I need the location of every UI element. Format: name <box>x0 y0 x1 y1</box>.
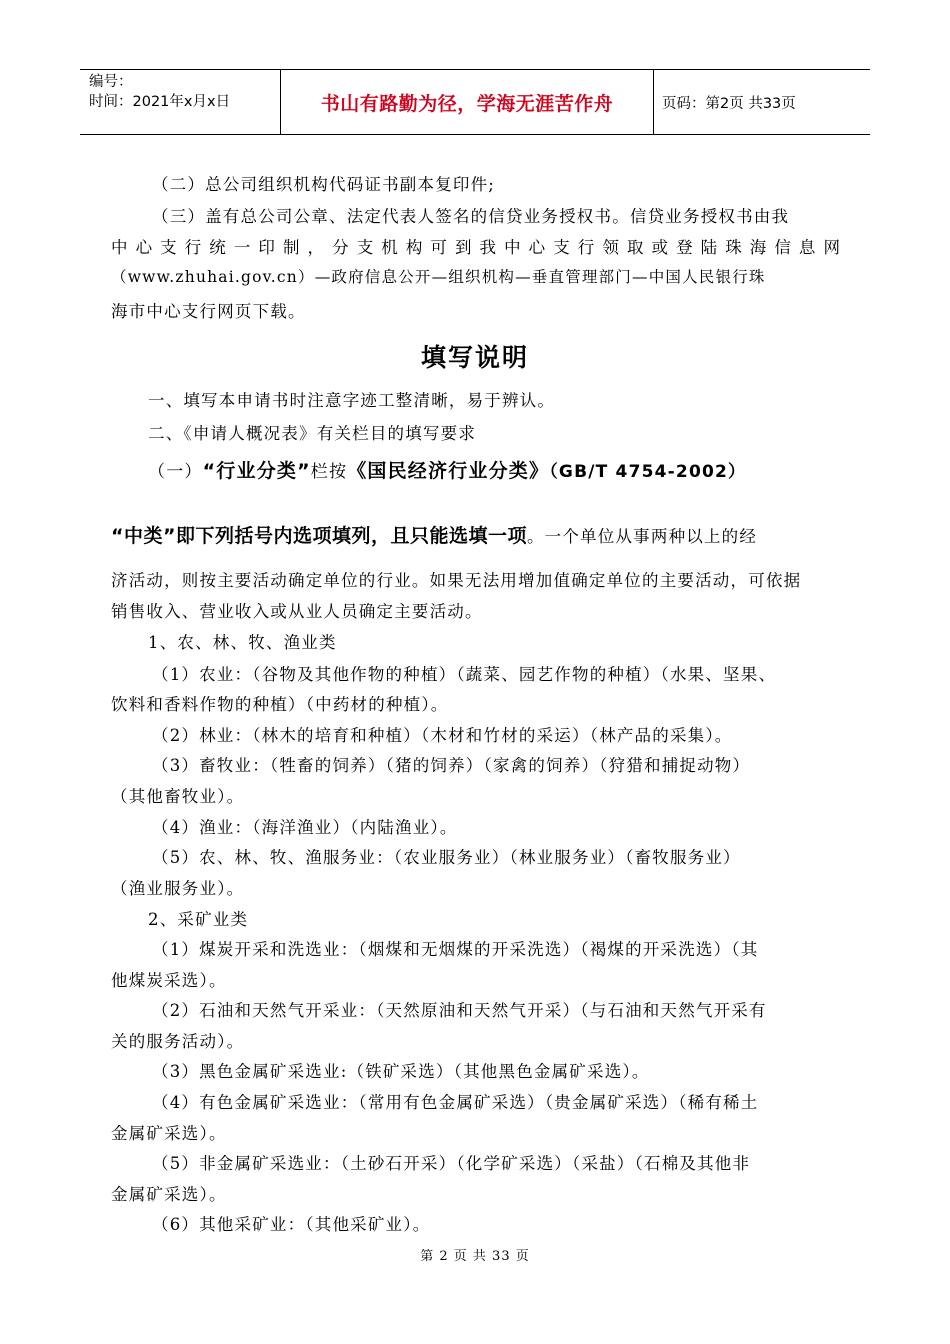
header-motto: 书山有路勤为径，学海无涯苦作舟 <box>281 70 654 134</box>
category-line: （其他畜牧业）。 <box>111 787 245 806</box>
paragraph-line: 海市中心支行网页下载。 <box>111 302 306 321</box>
paragraph-line: （二）总公司组织机构代码证书副本复印件; <box>152 175 496 194</box>
category-line: （1）农业：（谷物及其他作物的种植）（蔬菜、园艺作物的种植）（水果、坚果、 <box>152 665 777 684</box>
paragraph-line: 中心支行统一印制，分支机构可到我中心支行领取或登陆珠海信息网 <box>111 238 843 257</box>
instruction-line: 一、填写本申请书时注意字迹工整清晰，易于辨认。 <box>148 391 556 410</box>
category-line: （5）农、林、牧、渔服务业：（农业服务业）（林业服务业）（畜牧服务业） <box>152 848 741 867</box>
category-line: 金属矿采选）。 <box>111 1185 227 1204</box>
category-line: （3）畜牧业：（牲畜的饲养）（猪的饲养）（家禽的饲养）（狩猎和捕捉动物） <box>152 756 751 775</box>
heading-code: （GB/T 4754-2002） <box>549 462 747 482</box>
category-line: （2）石油和天然气开采业：（天然原油和天然气开采）（与石油和天然气开采有 <box>152 1001 767 1020</box>
category-line: （4）有色金属矿采选业：（常用有色金属矿采选）（贵金属矿采选）（稀有稀土 <box>152 1093 759 1112</box>
header-meta <box>80 70 281 134</box>
category-line: （2）林业：（林木的培育和种植）（木材和竹材的采运）（林产品的采集）。 <box>152 726 733 745</box>
category-heading: 1、农、林、牧、渔业类 <box>148 633 337 652</box>
paragraph-line: （三）盖有总公司公章、法定代表人签名的信贷业务授权书。信贷业务授权书由我 <box>152 207 790 226</box>
heading-prefix: （一） <box>148 462 203 482</box>
header-time: 时间：2021年x月x日 <box>89 94 231 110</box>
category-line: （5）非金属矿采选业：（土砂石开采）（化学矿采选）（采盐）（石棉及其他非 <box>152 1154 751 1173</box>
header-number: 编号： <box>89 74 133 90</box>
industry-heading <box>148 456 746 483</box>
category-line: （4）渔业：（海洋渔业）（内陆渔业）。 <box>152 818 458 837</box>
note-bold: “中类”即下列括号内选项填列，且只能选填一项 <box>111 525 527 547</box>
instruction-line: 二、《申请人概况表》有关栏目的填写要求 <box>148 424 477 443</box>
category-line: 他煤炭采选）。 <box>111 971 227 990</box>
category-heading: 2、采矿业类 <box>148 910 249 929</box>
category-line: （6）其他采矿业：（其他采矿业）。 <box>152 1215 431 1234</box>
section-title: 填写说明 <box>420 343 529 372</box>
heading-quoted: “行业分类” <box>202 460 311 482</box>
heading-book: 《国民经济行业分类》 <box>347 460 550 482</box>
category-line: （渔业服务业）。 <box>111 879 245 898</box>
note-line: 济活动，则按主要活动确定单位的行业。如果无法用增加值确定单位的主要活动，可依据 <box>111 571 802 590</box>
category-line: 金属矿采选）。 <box>111 1124 227 1143</box>
category-line: 饮料和香料作物的种植）（中药材的种植）。 <box>111 695 449 714</box>
middle-class-note <box>111 521 757 548</box>
page-header <box>80 69 870 135</box>
heading-mid: 栏按 <box>310 462 348 482</box>
category-line: 关的服务活动）。 <box>111 1032 245 1051</box>
note-line: 销售收入、营业收入或从业人员确定主要活动。 <box>111 602 483 621</box>
header-page-info: 页码：第2页 共33页 <box>662 95 796 112</box>
category-line: （1）煤炭开采和洗选业：（烟煤和无烟煤的开采洗选）（褐煤的开采洗选）（其 <box>152 940 759 959</box>
category-line: （3）黑色金属矿采选业:（铁矿采选）（其他黑色金属矿采选）。 <box>152 1062 650 1081</box>
paragraph-line: （www.zhuhai.gov.cn）—政府信息公开—组织机构—垂直管理部门—中国人民银行珠 <box>111 268 766 286</box>
page-footer: 第 2 页 共 33 页 <box>420 1249 530 1264</box>
note-rest: 。一个单位从事两种以上的经 <box>526 527 758 546</box>
